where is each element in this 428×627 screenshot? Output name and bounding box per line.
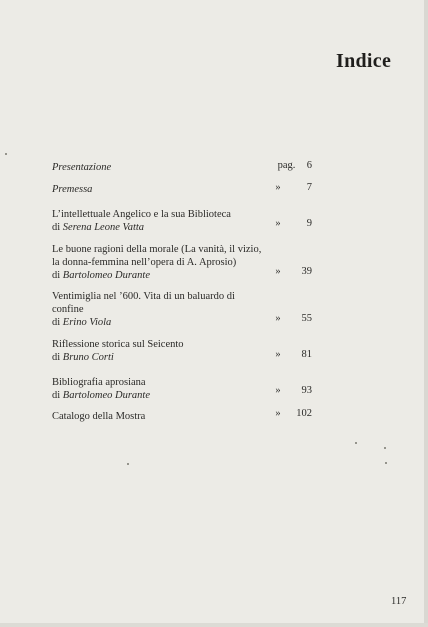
page-marker: »: [275, 218, 281, 229]
author-prefix: di: [52, 270, 61, 281]
entry-author-line: [52, 389, 312, 402]
toc-entry-premessa: [52, 183, 312, 196]
entry-page: [275, 217, 312, 230]
entry-page: [275, 265, 312, 278]
entry-author: Bartolomeo Durante: [62, 270, 150, 281]
entry-title: Catalogo della Mostra: [52, 411, 146, 422]
toc-entry: [52, 243, 312, 282]
entry-title: confine: [52, 304, 84, 315]
page-number: 55: [301, 313, 312, 324]
author-prefix: di: [52, 222, 61, 233]
author-prefix: di: [52, 352, 61, 363]
scan-speck: [385, 462, 387, 464]
author-prefix: di: [52, 390, 61, 401]
entry-author-line: [52, 351, 312, 364]
scan-speck: [5, 153, 7, 155]
toc-entry: [52, 290, 312, 329]
page-number: 93: [301, 385, 312, 396]
page-marker: »: [275, 349, 281, 360]
entry-author: Bartolomeo Durante: [62, 390, 150, 401]
entry-author: Serena Leone Vatta: [62, 222, 145, 233]
entry-title: Premessa: [52, 184, 93, 195]
page-number-footer: 117: [391, 596, 407, 607]
entry-page: [275, 384, 312, 397]
entry-title: la donna-femmina nell’opera di A. Aprosio): [52, 257, 237, 268]
page-edge: [424, 0, 428, 627]
entry-author: Bruno Corti: [62, 352, 114, 363]
entry-title: L’intellettuale Angelico e la sua Biblioteca: [52, 209, 231, 220]
entry-page: [275, 181, 312, 194]
entry-page: [278, 159, 312, 172]
page-marker: »: [275, 313, 281, 324]
entry-page: [275, 348, 312, 361]
entry-page: [275, 407, 312, 420]
page-number: 6: [306, 160, 312, 171]
entry-author-line: [52, 221, 312, 234]
page-marker: »: [275, 385, 281, 396]
page-marker: »: [275, 182, 281, 193]
entry-title: Le buone ragioni della morale (La vanità, il vizio,: [52, 244, 262, 255]
page-number: 9: [306, 218, 312, 229]
page-number: 81: [301, 349, 312, 360]
toc-entry: [52, 338, 312, 364]
entry-author-line: [52, 269, 312, 282]
entry-author-line: [52, 316, 312, 329]
author-prefix: di: [52, 317, 61, 328]
entry-title: Presentazione: [52, 162, 112, 173]
page-edge: [0, 623, 428, 627]
toc-entry-presentazione: [52, 161, 312, 174]
entry-title: Ventimiglia nel ’600. Vita di un baluardo di: [52, 291, 235, 302]
page-number: 7: [306, 182, 312, 193]
entry-page: [275, 312, 312, 325]
page-marker: pag.: [277, 160, 296, 171]
page-number: 39: [301, 266, 312, 277]
scan-speck: [355, 442, 357, 444]
toc-entry: [52, 376, 312, 402]
scan-speck: [127, 463, 129, 465]
page-marker: »: [275, 266, 281, 277]
toc-entry: [52, 410, 312, 423]
page-title: Indice: [336, 50, 392, 72]
entry-title: Bibliografia aprosiana: [52, 377, 146, 388]
page-number: 102: [296, 408, 312, 419]
toc-entry: [52, 208, 312, 234]
scan-speck: [384, 447, 386, 449]
page-marker: »: [275, 408, 281, 419]
entry-title: Riflessione storica sul Seicento: [52, 339, 184, 350]
entry-author: Erino Viola: [62, 317, 112, 328]
